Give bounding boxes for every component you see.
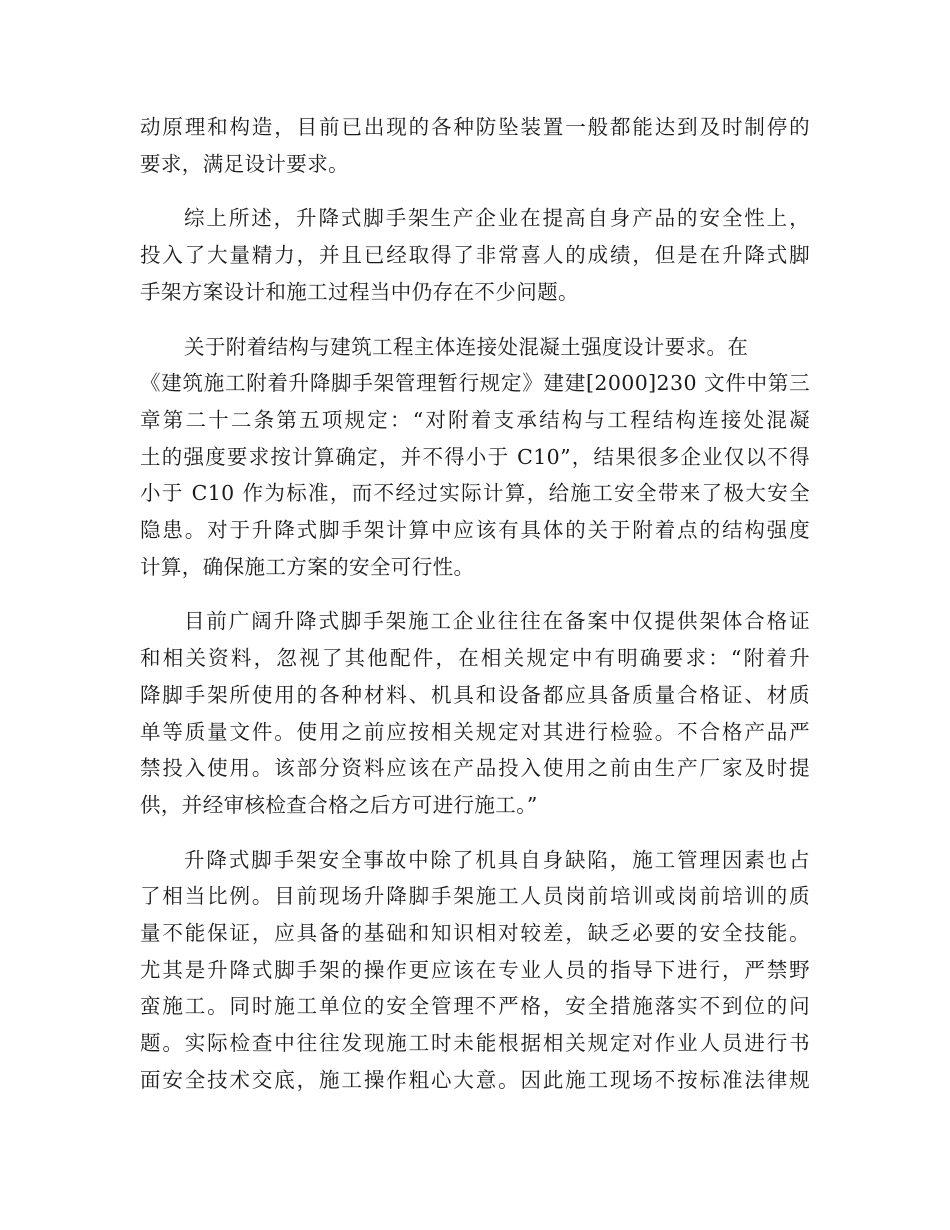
text-line: 土的强度要求按计算确定，并不得小于 C10”，结果很多企业仅以不得 — [140, 444, 810, 469]
text-line: 计算，确保施工方案的安全可行性。 — [140, 554, 475, 579]
paragraph-5 — [140, 842, 810, 1099]
text-line: 小于 C10 作为标准，而不经过实际计算，给施工安全带来了极大安全 — [140, 481, 810, 506]
text-line: 和相关资料，忽视了其他配件，在相关规定中有明确要求：“附着升 — [140, 646, 810, 671]
text-line: 投入了大量精力，并且已经取得了非常喜人的成绩，但是在升降式脚 — [140, 243, 810, 268]
text-line: 目前广阔升降式脚手架施工企业往往在备案中仅提供架体合格证 — [184, 609, 810, 634]
text-line: 章第二十二条第五项规定：“对附着支承结构与工程结构连接处混凝 — [140, 407, 810, 432]
text-line: 关于附着结构与建筑工程主体连接处混凝土强度设计要求。在 — [184, 334, 749, 359]
text-line: 综上所述，升降式脚手架生产企业在提高自身产品的安全性上， — [184, 206, 810, 231]
text-line: 禁投入使用。该部分资料应该在产品投入使用之前由生产厂家及时提 — [140, 756, 810, 781]
text-line: 单等质量文件。使用之前应按相关规定对其进行检验。不合格产品严 — [140, 719, 810, 744]
paragraph-1 — [140, 109, 810, 182]
text-line: 题。实际检查中往往发现施工时未能根据相关规定对作业人员进行书 — [140, 1031, 810, 1056]
text-line: 供，并经审核检查合格之后方可进行施工。” — [140, 792, 538, 817]
text-line: 隐患。对于升降式脚手架计算中应该有具体的关于附着点的结构强度 — [140, 518, 810, 543]
text-line: 手架方案设计和施工过程当中仍存在不少问题。 — [140, 279, 579, 304]
paragraph-2 — [140, 200, 810, 310]
text-line: 升降式脚手架安全事故中除了机具自身缺陷，施工管理因素也占 — [184, 847, 810, 872]
text-line: 要求，满足设计要求。 — [140, 151, 349, 176]
text-line: 量不能保证，应具备的基础和知识相对较差，缺乏必要的安全技能。 — [140, 921, 810, 946]
text-line: 降脚手架所使用的各种材料、机具和设备都应具备质量合格证、材质 — [140, 682, 810, 707]
document-body — [140, 109, 810, 1117]
text-line: 《建筑施工附着升降脚手架管理暂行规定》建建[2000]230 文件中第三 — [140, 371, 810, 396]
text-line: 动原理和构造，目前已出现的各种防坠装置一般都能达到及时制停的 — [140, 115, 810, 139]
text-line: 尤其是升降式脚手架的操作更应该在专业人员的指导下进行，严禁野 — [140, 957, 810, 982]
paragraph-3 — [140, 329, 810, 586]
text-line: 蛮施工。同时施工单位的安全管理不严格，安全措施落实不到位的问 — [140, 994, 810, 1019]
paragraph-4 — [140, 603, 810, 823]
text-line: 了相当比例。目前现场升降脚手架施工人员岗前培训或岗前培训的质 — [140, 884, 810, 909]
text-line: 面安全技术交底，施工操作粗心大意。因此施工现场不按标准法律规 — [140, 1067, 810, 1092]
